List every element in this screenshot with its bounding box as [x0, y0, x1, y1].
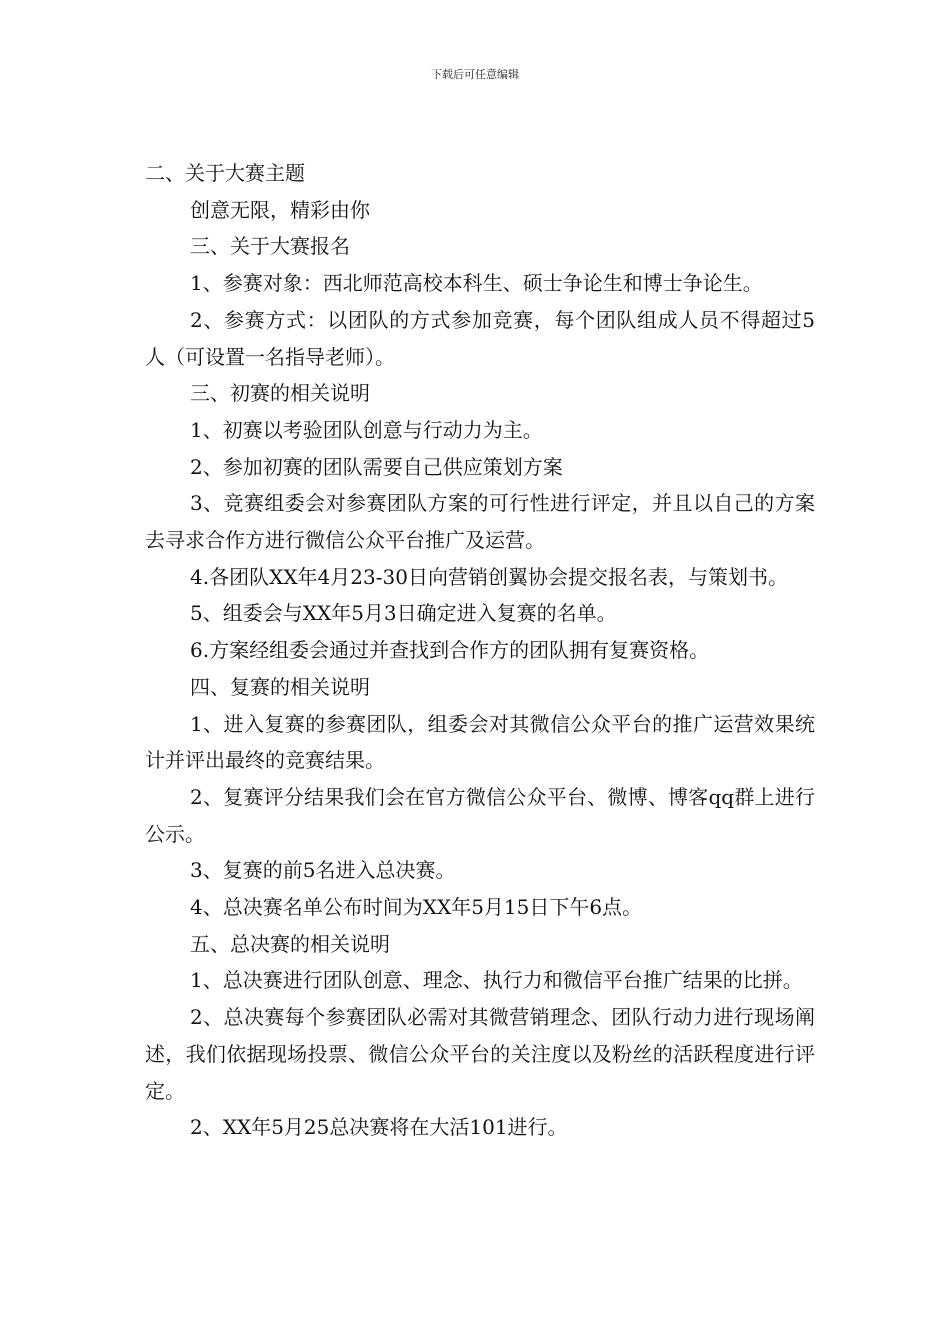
- paragraph: 2、参加初赛的团队需要自己供应策划方案: [190, 454, 563, 479]
- section-heading-theme: 二、关于大赛主题: [145, 161, 305, 185]
- section-heading-semifinal: 四、复赛的相关说明: [190, 674, 370, 699]
- page-header: 下载后可任意编辑: [431, 68, 519, 81]
- paragraph: 2、复赛评分结果我们会在官方微信公众平台、微博、博客qq群上进行公示。: [145, 784, 815, 846]
- paragraph: 3、复赛的前5名进入总决赛。: [190, 858, 456, 883]
- paragraph: 4.各团队XX年4月23-30日向营销创翼协会提交报名表，与策划书。: [190, 564, 788, 589]
- paragraph: 2、总决赛每个参赛团队必需对其微营销理念、团队行动力进行现场阐述，我们依据现场投票、微信公众平台的关注度以及粉丝的活跃程度进行评定。: [145, 1005, 815, 1103]
- paragraph: 6.方案经组委会通过并查找到合作方的团队拥有复赛资格。: [190, 638, 710, 663]
- paragraph: 3、竞赛组委会对参赛团队方案的可行性进行评定，并且以自己的方案去寻求合作方进行微信公众平台推广及运营。: [145, 491, 815, 553]
- paragraph: 2、XX年5月25总决赛将在大活101进行。: [190, 1115, 568, 1140]
- paragraph: 创意无限，精彩由你: [190, 197, 370, 222]
- paragraph: 1、参赛对象：西北师范高校本科生、硕士争论生和博士争论生。: [190, 271, 763, 296]
- paragraph: 2、参赛方式：以团队的方式参加竞赛，每个团队组成人员不得超过5人（可设置一名指导老师）。: [145, 307, 815, 369]
- section-heading-registration: 三、关于大赛报名: [190, 234, 350, 259]
- paragraph: 1、初赛以考验团队创意与行动力为主。: [190, 417, 543, 442]
- paragraph: 1、进入复赛的参赛团队，组委会对其微信公众平台的推广运营效果统计并评出最终的竞赛结果。: [145, 711, 815, 773]
- paragraph: 4、总决赛名单公布时间为XX年5月15日下午6点。: [190, 895, 643, 920]
- section-heading-preliminary: 三、初赛的相关说明: [190, 381, 370, 406]
- paragraph: 5、组委会与XX年5月3日确定进入复赛的名单。: [190, 601, 617, 626]
- document-body: [145, 155, 815, 1146]
- paragraph: 1、总决赛进行团队创意、理念、执行力和微信平台推广结果的比拼。: [190, 968, 803, 993]
- section-heading-final: 五、总决赛的相关说明: [190, 931, 390, 956]
